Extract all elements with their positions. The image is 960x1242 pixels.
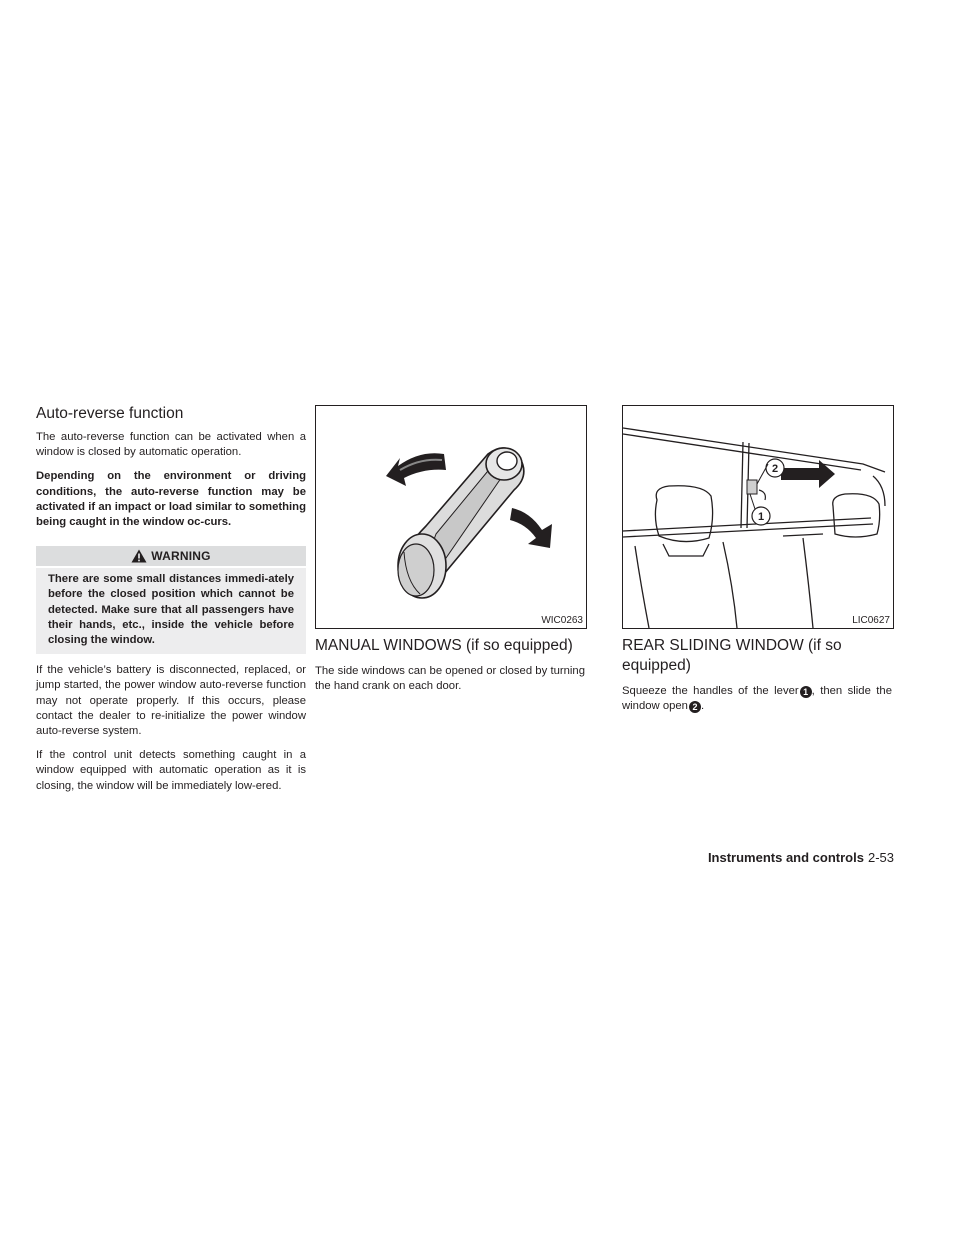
page-number: 2-53 xyxy=(867,850,894,865)
column-auto-reverse xyxy=(36,405,306,803)
rear-sliding-window-figure xyxy=(622,405,894,629)
figure-code: WIC0263 xyxy=(541,615,583,626)
manual-windows-paragraph: The side windows can be opened or closed by turning the hand crank on each door. xyxy=(315,665,585,693)
rear-window-illustration xyxy=(623,406,893,628)
instruction-part-2: , then slide the window open xyxy=(622,685,892,713)
auto-reverse-paragraph-4: If the control unit detects something caught in a window equipped with automatic operation as it is closing, the window will be immediately low-ered. xyxy=(36,749,306,792)
manual-windows-heading: MANUAL WINDOWS (if so equipped) xyxy=(315,637,573,654)
auto-reverse-paragraph-2: Depending on the environment or driving conditions, the auto-reverse function may be activated if an impact or load similar to something being caught in the window oc-curs. xyxy=(36,470,306,529)
hand-crank-figure xyxy=(315,405,587,629)
page-footer xyxy=(680,850,894,865)
auto-reverse-heading: Auto-reverse function xyxy=(36,405,184,422)
figure-code: LIC0627 xyxy=(852,615,890,626)
warning-triangle-icon xyxy=(131,549,147,563)
auto-reverse-paragraph-1: The auto-reverse function can be activated when a window is closed by automatic operation. xyxy=(36,431,306,459)
rear-sliding-window-heading: REAR SLIDING WINDOW (if so equipped) xyxy=(622,637,842,674)
instruction-part-3: . xyxy=(700,700,705,713)
warning-header xyxy=(36,546,306,566)
warning-text: There are some small distances immedi-ately before the closed position which cannot be detected. Make sure that all passengers have their hands, etc., inside the vehicle before closing the window. xyxy=(36,568,306,654)
instruction-part-1: Squeeze the handles of the lever xyxy=(622,685,799,697)
rear-sliding-window-paragraph xyxy=(622,684,892,714)
warning-label: WARNING xyxy=(151,549,211,564)
circled-2: 2 xyxy=(689,701,701,713)
circled-1: 1 xyxy=(800,686,812,698)
column-manual-windows xyxy=(315,405,585,703)
footer-section-title: Instruments and controls xyxy=(707,850,864,865)
callout-1: 1 xyxy=(757,511,765,523)
callout-2: 2 xyxy=(771,463,779,475)
column-rear-sliding-window xyxy=(622,405,892,723)
hand-crank-illustration xyxy=(316,406,586,628)
auto-reverse-paragraph-3: If the vehicle’s battery is disconnected, replaced, or jump started, the power window auto-reverse function may not operate properly. If this occurs, please contact the dealer to re-initialize the power window auto-reverse system. xyxy=(36,664,306,738)
